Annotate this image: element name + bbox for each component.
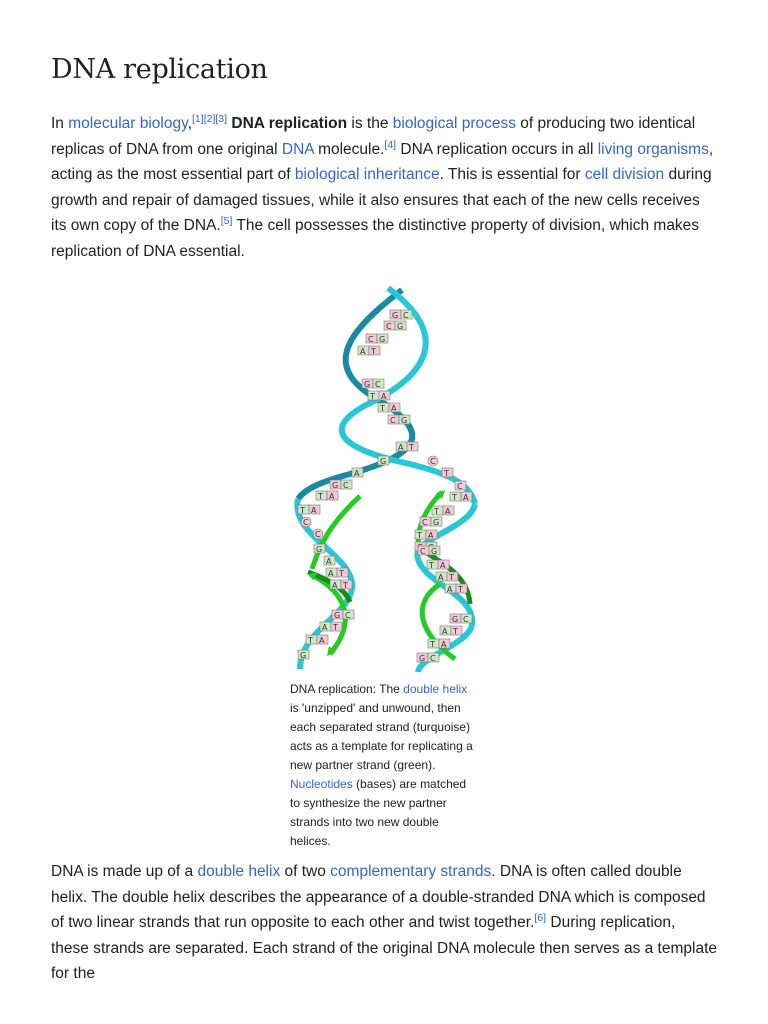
svg-text:T: T	[449, 573, 454, 582]
base-pair	[415, 530, 437, 540]
svg-text:T: T	[380, 404, 385, 413]
base-pair	[366, 334, 388, 344]
svg-text:T: T	[409, 443, 414, 452]
base-nucleotide	[442, 468, 453, 478]
base-pair	[432, 506, 454, 516]
svg-text:A: A	[354, 469, 360, 478]
svg-text:A: A	[326, 557, 332, 566]
svg-text:G: G	[334, 611, 341, 620]
svg-text:G: G	[379, 335, 386, 344]
base-pair	[418, 546, 440, 556]
base-pair	[362, 379, 384, 389]
svg-text:T: T	[343, 581, 348, 590]
svg-text:C: C	[430, 654, 436, 663]
svg-text:C: C	[390, 416, 396, 425]
svg-text:C: C	[463, 615, 469, 624]
ref-4[interactable]: [4]	[384, 138, 397, 151]
svg-text:T: T	[434, 507, 439, 516]
svg-text:A: A	[441, 640, 447, 649]
link-molecular-biology[interactable]: molecular biology	[68, 115, 188, 132]
ref-6[interactable]: [6]	[534, 912, 547, 925]
svg-text:A: A	[332, 581, 338, 590]
base-pair	[440, 626, 462, 636]
base-pair	[298, 505, 320, 515]
base-pairs	[298, 310, 472, 663]
svg-text:C: C	[422, 518, 428, 527]
svg-text:G: G	[392, 311, 399, 320]
svg-text:T: T	[444, 469, 449, 478]
svg-text:A: A	[319, 636, 325, 645]
svg-text:C: C	[457, 482, 463, 491]
svg-text:C: C	[375, 380, 381, 389]
ref-1[interactable]: [1]	[192, 113, 204, 125]
svg-text:T: T	[318, 492, 323, 501]
svg-text:T: T	[370, 392, 375, 401]
base-pair	[316, 491, 338, 501]
svg-text:T: T	[429, 561, 434, 570]
svg-text:T: T	[300, 506, 305, 515]
svg-text:C: C	[345, 611, 351, 620]
svg-text:C: C	[386, 322, 392, 331]
link-cell-division[interactable]: cell division	[584, 166, 665, 184]
base-nucleotide	[455, 481, 466, 491]
svg-text:A: A	[391, 404, 397, 413]
svg-text:A: A	[322, 623, 328, 632]
svg-text:T: T	[430, 640, 435, 649]
svg-text:G: G	[452, 615, 459, 624]
svg-text:G: G	[332, 481, 339, 490]
base-nucleotide	[298, 650, 309, 660]
svg-text:G: G	[419, 654, 426, 663]
svg-text:C: C	[403, 311, 409, 320]
base-pair	[420, 517, 442, 527]
base-nucleotide	[301, 517, 311, 527]
base-pair	[428, 639, 450, 649]
svg-text:G: G	[431, 547, 438, 556]
svg-text:A: A	[311, 506, 317, 515]
base-pair	[427, 560, 449, 570]
svg-text:T: T	[453, 627, 458, 636]
svg-text:A: A	[329, 492, 335, 501]
link-biological-inheritance[interactable]: biological inheritance	[294, 166, 440, 184]
base-pair	[390, 310, 412, 320]
dna-replication-diagram	[290, 284, 490, 674]
caption-link-double-helix[interactable]: double helix	[403, 682, 468, 696]
svg-text:A: A	[398, 443, 404, 452]
base-pair	[417, 653, 439, 663]
ref-group-1	[192, 113, 227, 125]
svg-text:A: A	[440, 561, 446, 570]
base-pair	[306, 635, 328, 645]
svg-text:G: G	[401, 416, 408, 425]
base-pair	[378, 403, 400, 413]
base-nucleotide	[324, 556, 335, 566]
base-pair	[396, 442, 418, 452]
svg-text:T: T	[333, 623, 338, 632]
link-complementary-strands[interactable]: complementary strands	[330, 863, 492, 880]
base-nucleotide	[378, 456, 389, 466]
base-pair	[358, 346, 380, 356]
svg-text:C: C	[315, 530, 321, 539]
ref-5[interactable]: [5]	[220, 215, 233, 228]
svg-text:T: T	[417, 531, 422, 540]
base-pair	[326, 568, 348, 578]
link-living-organisms[interactable]: living organisms	[597, 140, 709, 158]
base-pair	[436, 572, 458, 582]
link-double-helix[interactable]: double helix	[197, 863, 281, 880]
svg-text:G: G	[300, 651, 307, 660]
ref-3[interactable]: [3]	[215, 113, 228, 125]
svg-text:G: G	[380, 457, 387, 466]
link-biological-process[interactable]: biological process	[392, 115, 516, 132]
svg-text:T: T	[452, 493, 457, 502]
svg-text:C: C	[303, 518, 309, 527]
base-pair	[384, 321, 406, 331]
base-pair	[450, 492, 472, 502]
base-pair	[320, 622, 342, 632]
svg-text:T: T	[458, 585, 463, 594]
svg-text:A: A	[438, 573, 444, 582]
svg-text:A: A	[445, 507, 451, 516]
svg-text:A: A	[447, 585, 453, 594]
bold-term: DNA replication	[231, 115, 348, 132]
svg-text:A: A	[328, 569, 334, 578]
svg-text:C: C	[343, 481, 349, 490]
svg-text:A: A	[360, 347, 366, 356]
svg-text:G: G	[316, 545, 323, 554]
link-dna[interactable]: DNA	[281, 140, 314, 158]
svg-text:C: C	[368, 335, 374, 344]
figure-caption: DNA replication: The double helix is 'unzipped' and unwound, then each separated strand (turquoise) acts as a template for replicating a new partner strand (green). Nucleotides (bases) are matched to synthesize the new partner strands into two new double helices.	[290, 682, 473, 848]
svg-text:T: T	[308, 636, 313, 645]
structure-paragraph: DNA is made up of a double helix of two complementary strands. DNA is often called double helix. The double helix describes the appearance of a double-stranded DNA which is composed of two linear strands that run opposite to each other and twist together.[6] During replication, these strands are separated. Each strand of the original DNA molecule then serves as a template for the	[51, 863, 718, 983]
svg-text:T: T	[371, 347, 376, 356]
svg-text:C: C	[430, 457, 436, 466]
base-nucleotide	[314, 544, 325, 554]
svg-text:A: A	[463, 493, 469, 502]
svg-text:G: G	[397, 322, 404, 331]
base-nucleotide	[428, 456, 438, 466]
base-pair	[445, 584, 467, 594]
ref-2[interactable]: [2]	[203, 113, 216, 125]
caption-link-nucleotides[interactable]: Nucleotides	[290, 777, 353, 791]
svg-text:G: G	[433, 518, 440, 527]
svg-text:A: A	[381, 392, 387, 401]
base-pair	[332, 610, 354, 620]
svg-text:G: G	[364, 380, 371, 389]
base-pair	[450, 614, 472, 624]
svg-text:C: C	[420, 547, 426, 556]
base-nucleotide	[352, 468, 363, 478]
base-pair	[330, 480, 352, 490]
base-pair	[330, 580, 352, 590]
base-pair	[388, 415, 410, 425]
svg-text:A: A	[442, 627, 448, 636]
intro-paragraph: In molecular biology,[1][2][3] DNA replication is the biological process of producing two identical replicas of DNA from one original DNA molecule.[4] DNA replication occurs in all living organisms, acting as the most essential part of biological inheritance. This is essential for cell division during growth and repair of damaged tissues, while it also ensures that each of the new cells receives its own copy of the DNA.[5] The cell possesses the distinctive property of division, which makes replication of DNA essential.	[51, 113, 714, 260]
page-title: DNA replication	[51, 54, 268, 85]
svg-text:T: T	[339, 569, 344, 578]
svg-text:A: A	[428, 531, 434, 540]
base-pair	[368, 391, 390, 401]
base-nucleotide	[313, 529, 323, 539]
